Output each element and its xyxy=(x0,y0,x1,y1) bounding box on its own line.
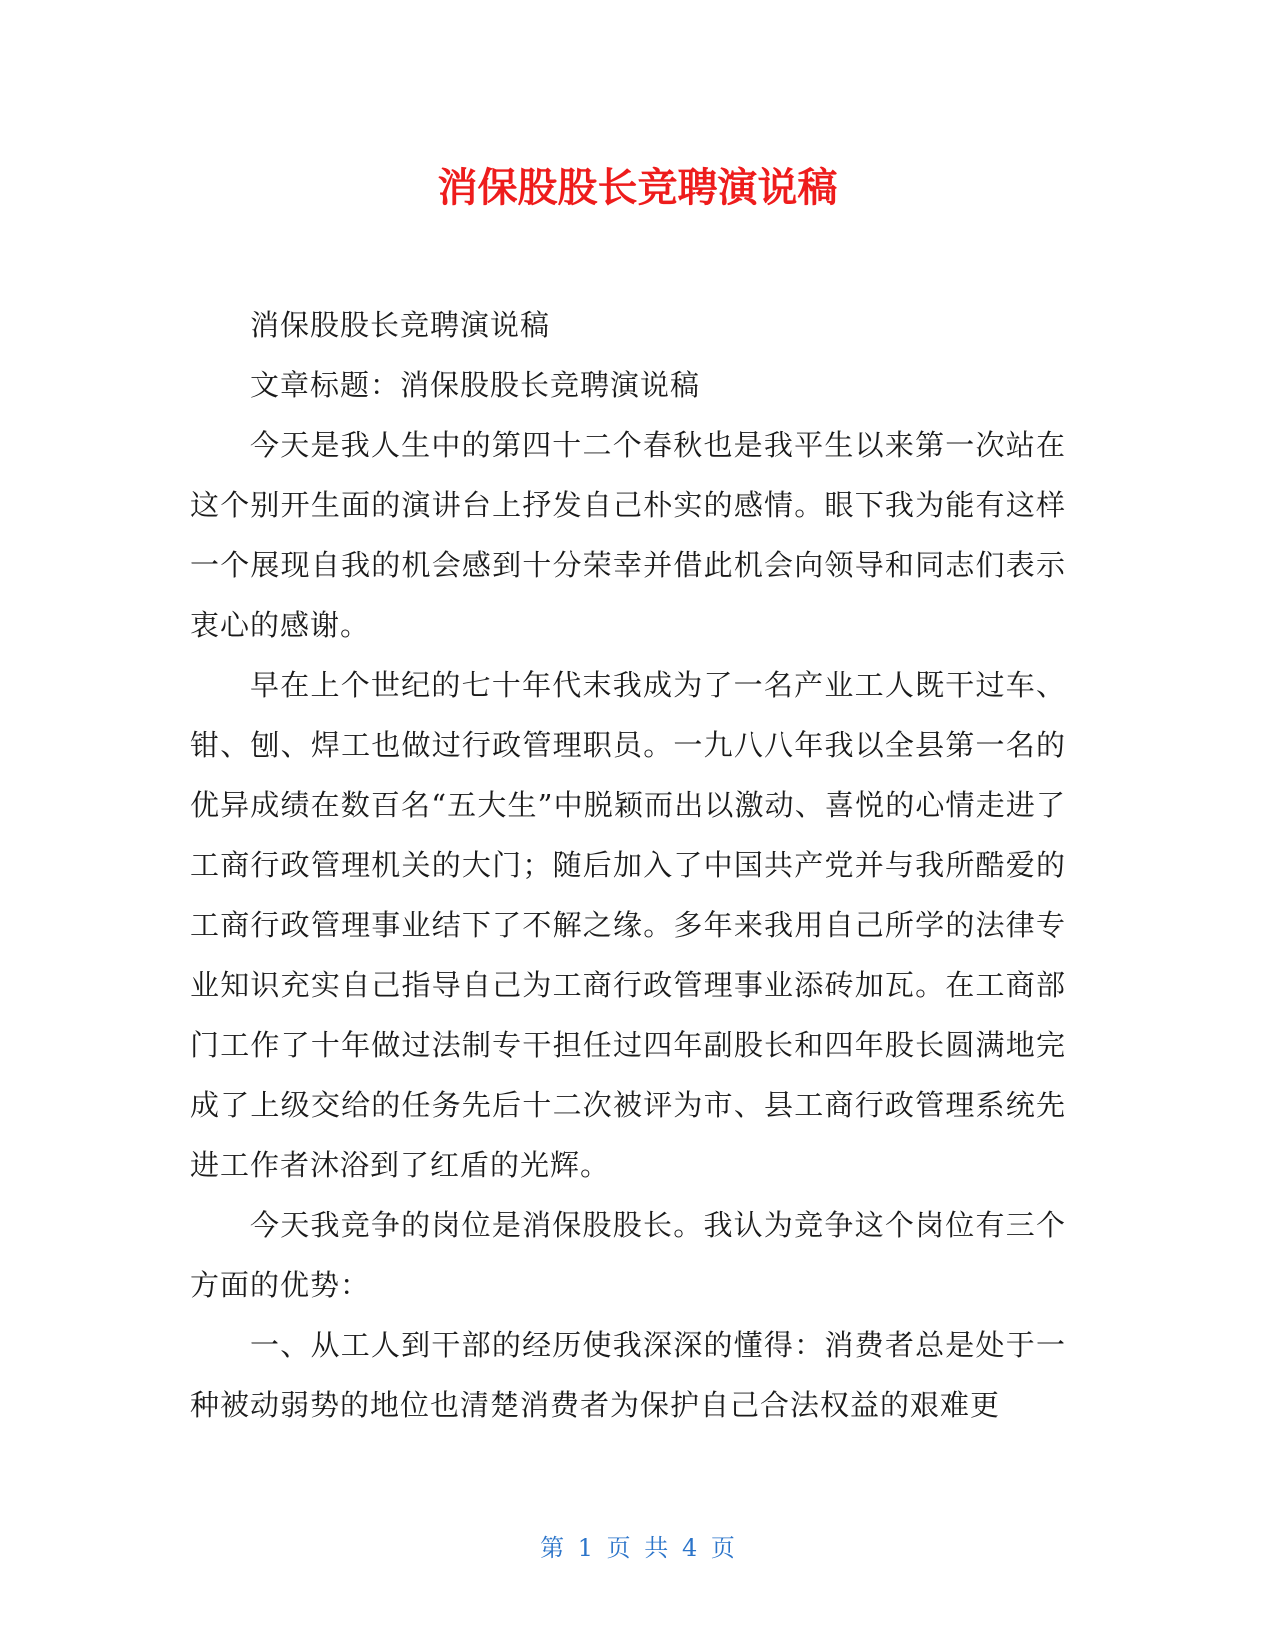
paragraph: 消保股股长竞聘演说稿 xyxy=(250,308,551,342)
paragraph: 一、从工人到干部的经历使我深深的懂得：消费者总是处于一种被动弱势的地位也清楚消费者为保护自己合法权益的艰难更 xyxy=(190,1328,1066,1422)
document-body xyxy=(190,295,1066,1435)
paragraph: 文章标题：消保股股长竞聘演说稿 xyxy=(250,368,701,402)
paragraph: 今天我竞争的岗位是消保股股长。我认为竞争这个岗位有三个方面的优势： xyxy=(190,1208,1066,1302)
document-title: 消保股股长竞聘演说稿 xyxy=(437,165,838,211)
page-number-footer: 第 1 页 共 4 页 xyxy=(540,1534,735,1562)
paragraph: 今天是我人生中的第四十二个春秋也是我平生以来第一次站在这个别开生面的演讲台上抒发自己朴实的感情。眼下我为能有这样一个展现自我的机会感到十分荣幸并借此机会向领导和同志们表示衷心的感谢。 xyxy=(190,428,1066,642)
paragraph: 早在上个世纪的七十年代末我成为了一名产业工人既干过车、钳、刨、焊工也做过行政管理职员。一九八八年我以全县第一名的优异成绩在数百名“五大生”中脱颖而出以激动、喜悦的心情走进了工商行政管理机关的大门；随后加入了中国共产党并与我所酷爱的工商行政管理事业结下了不解之缘。多年来我用自己所学的法律专业知识充实自己指导自己为工商行政管理事业添砖加瓦。在工商部门工作了十年做过法制专干担任过四年副股长和四年股长圆满地完成了上级交给的任务先后十二次被评为市、县工商行政管理系统先进工作者沐浴到了红盾的光辉。 xyxy=(190,668,1066,1182)
